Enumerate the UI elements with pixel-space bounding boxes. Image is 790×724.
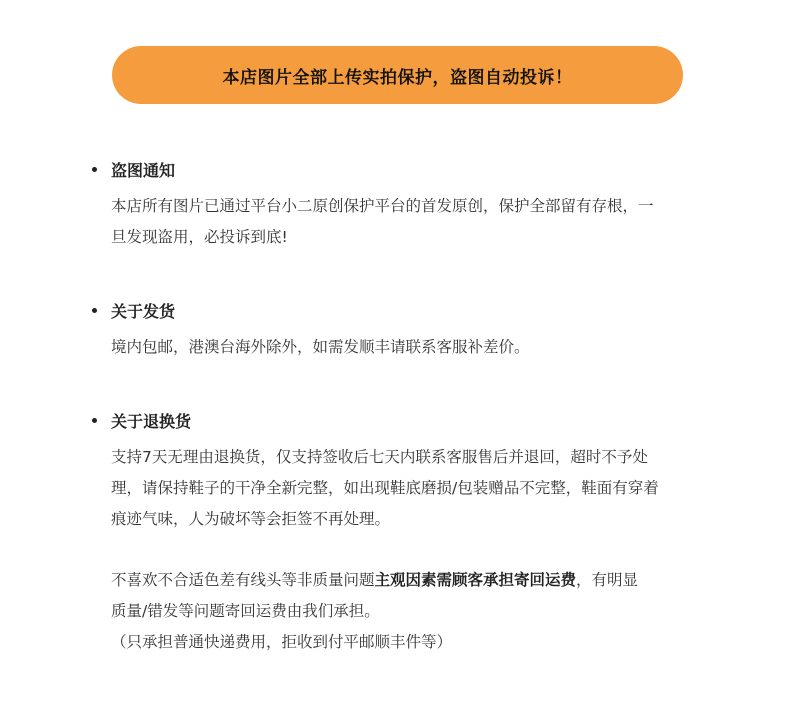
bullet-icon xyxy=(92,167,97,172)
text-line: 本店所有图片已通过平台小二原创保护平台的首发原创，保护全部留有存根，一 xyxy=(111,197,654,215)
text-line: 旦发现盗用，必投诉到底! xyxy=(111,228,288,246)
text-line: （只承担普通快递费用，拒收到付平邮顺丰件等） xyxy=(111,633,453,651)
section-header xyxy=(92,159,712,179)
banner-text: 本店图片全部上传实拍保护，盗图自动投诉！ xyxy=(222,67,573,88)
section-header xyxy=(92,300,712,320)
text-line: 痕迹气味，人为破坏等会拒签不再处理。 xyxy=(111,510,391,528)
section-text xyxy=(111,191,712,253)
emphasis-text: 主观因素需顾客承担寄回运费 xyxy=(374,571,577,589)
bullet-icon xyxy=(92,418,97,423)
section-text xyxy=(111,442,712,658)
text-line xyxy=(111,565,712,596)
paragraph-gap xyxy=(111,535,712,565)
text-line: 境内包邮，港澳台海外除外，如需发顺丰请联系客服补差价。 xyxy=(111,338,530,356)
section-returns xyxy=(92,410,712,658)
bullet-icon xyxy=(92,308,97,313)
section-theft-notice xyxy=(92,159,712,253)
section-header xyxy=(92,410,712,430)
section-heading: 盗图通知 xyxy=(111,160,176,180)
section-shipping xyxy=(92,300,712,363)
notice-banner xyxy=(112,46,683,104)
text-line: 理，请保持鞋子的干净全新完整，如出现鞋底磨损/包装赠品不完整，鞋面有穿着 xyxy=(111,479,659,497)
text-run: 不喜欢不合适色差有线头等非质量问题 xyxy=(111,571,375,589)
text-run: ，有明显 xyxy=(576,571,639,589)
text-line: 支持7天无理由退换货，仅支持签收后七天内联系客服售后并退回，超时不予处 xyxy=(111,448,648,466)
section-text xyxy=(111,332,712,363)
section-heading: 关于发货 xyxy=(111,301,176,321)
text-line: 质量/错发等问题寄回运费由我们承担。 xyxy=(111,602,380,620)
section-heading: 关于退换货 xyxy=(111,411,192,431)
